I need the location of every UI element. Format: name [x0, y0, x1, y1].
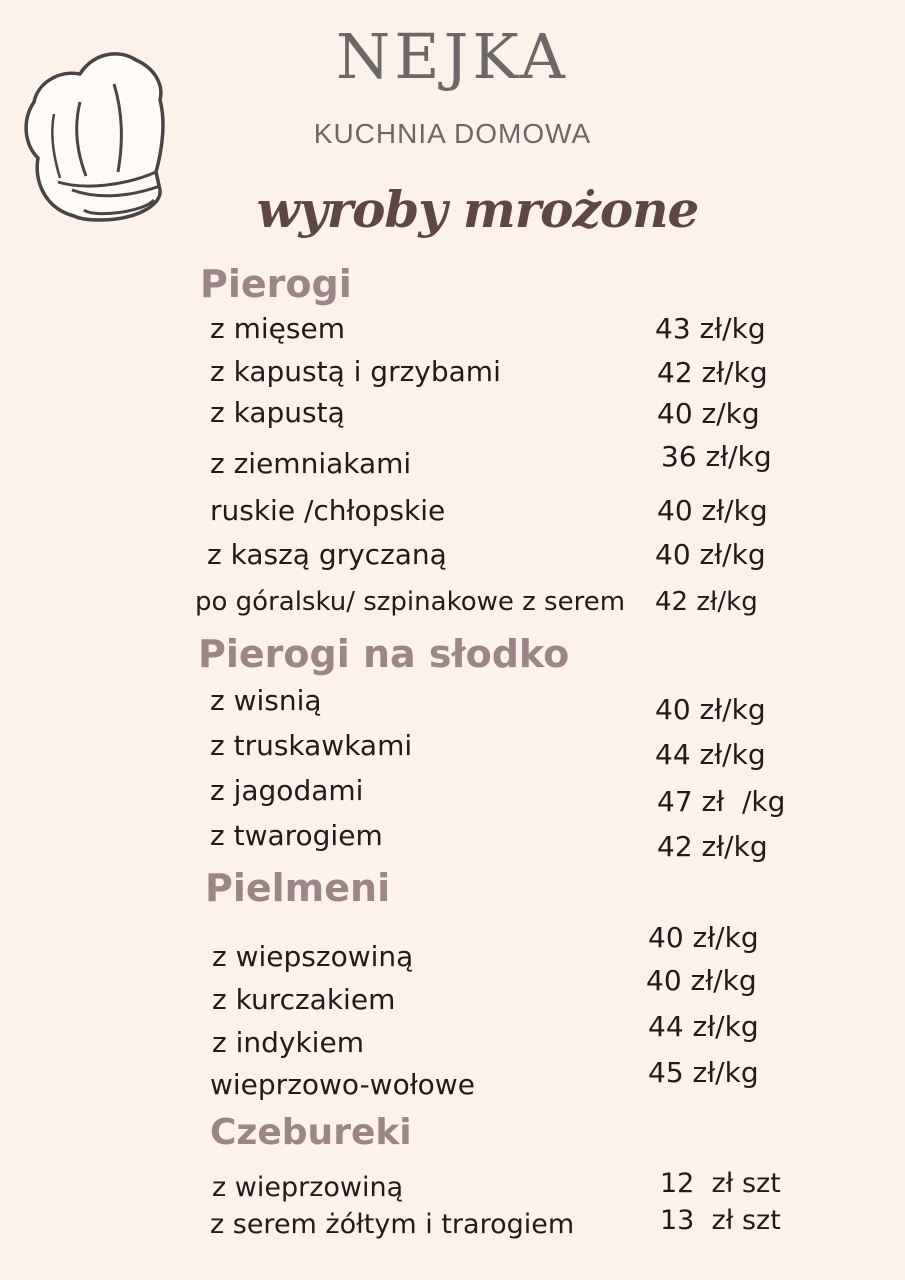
menu-item-name: z kurczakiem: [212, 983, 396, 1016]
menu-item-price: 40 zł/kg: [646, 964, 757, 997]
menu-item-name: wieprzowo-wołowe: [210, 1068, 475, 1101]
section-title-pierogi-na-slodko: Pierogi na słodko: [198, 632, 570, 676]
section-title-pielmeni: Pielmeni: [205, 866, 391, 910]
menu-item-price: 45 zł/kg: [648, 1056, 759, 1089]
menu-item-name: z twarogiem: [210, 819, 383, 852]
brand-subtitle: KUCHNIA DOMOWA: [313, 118, 592, 149]
menu-item-price: 40 zł/kg: [655, 693, 766, 726]
menu-item-price: 42 zł/kg: [657, 356, 768, 389]
menu-item-price: 43 zł/kg: [655, 312, 766, 345]
menu-item-name: z kaszą gryczaną: [207, 538, 447, 571]
brand-title: NEJKA: [336, 20, 569, 93]
menu-item-price: 42 zł/kg: [657, 830, 768, 863]
menu-item-name: z mięsem: [210, 312, 345, 345]
menu-item-price: 40 z/kg: [657, 397, 760, 430]
menu-item-price: 44 zł/kg: [648, 1010, 759, 1043]
menu-item-name: ruskie /chłopskie: [210, 494, 446, 527]
menu-item-name: z kapustą: [210, 396, 345, 429]
menu-item-price: 42 zł/kg: [655, 587, 758, 617]
menu-item-name: z jagodami: [210, 774, 364, 807]
menu-item-name: z wieprzowiną: [212, 1172, 404, 1203]
menu-item-name: z serem żółtym i trarogiem: [210, 1209, 575, 1240]
section-title-pierogi: Pierogi: [200, 262, 352, 306]
menu-item-price: 40 zł/kg: [648, 921, 759, 954]
menu-item-price: 40 zł/kg: [657, 494, 768, 527]
menu-item-name: z truskawkami: [210, 729, 413, 762]
menu-item-price: 40 zł/kg: [655, 538, 766, 571]
menu-item-price: 36 zł/kg: [661, 440, 772, 473]
menu-item-name: z wiepszowiną: [212, 940, 414, 973]
menu-item-price: 47 zł /kg: [657, 785, 786, 818]
menu-item-name: po góralsku/ szpinakowe z serem: [195, 587, 626, 617]
menu-item-name: z ziemniakami: [210, 447, 412, 480]
menu-item-price: 12 zł szt: [660, 1168, 781, 1199]
section-title-czebureki: Czebureki: [210, 1112, 412, 1153]
page-heading: wyroby mrożone: [256, 180, 699, 239]
menu-item-name: z wisnią: [210, 684, 322, 717]
menu-item-name: z indykiem: [212, 1026, 364, 1059]
menu-item-name: z kapustą i grzybami: [210, 355, 501, 388]
menu-item-price: 44 zł/kg: [655, 738, 766, 771]
menu-item-price: 13 zł szt: [660, 1205, 781, 1236]
